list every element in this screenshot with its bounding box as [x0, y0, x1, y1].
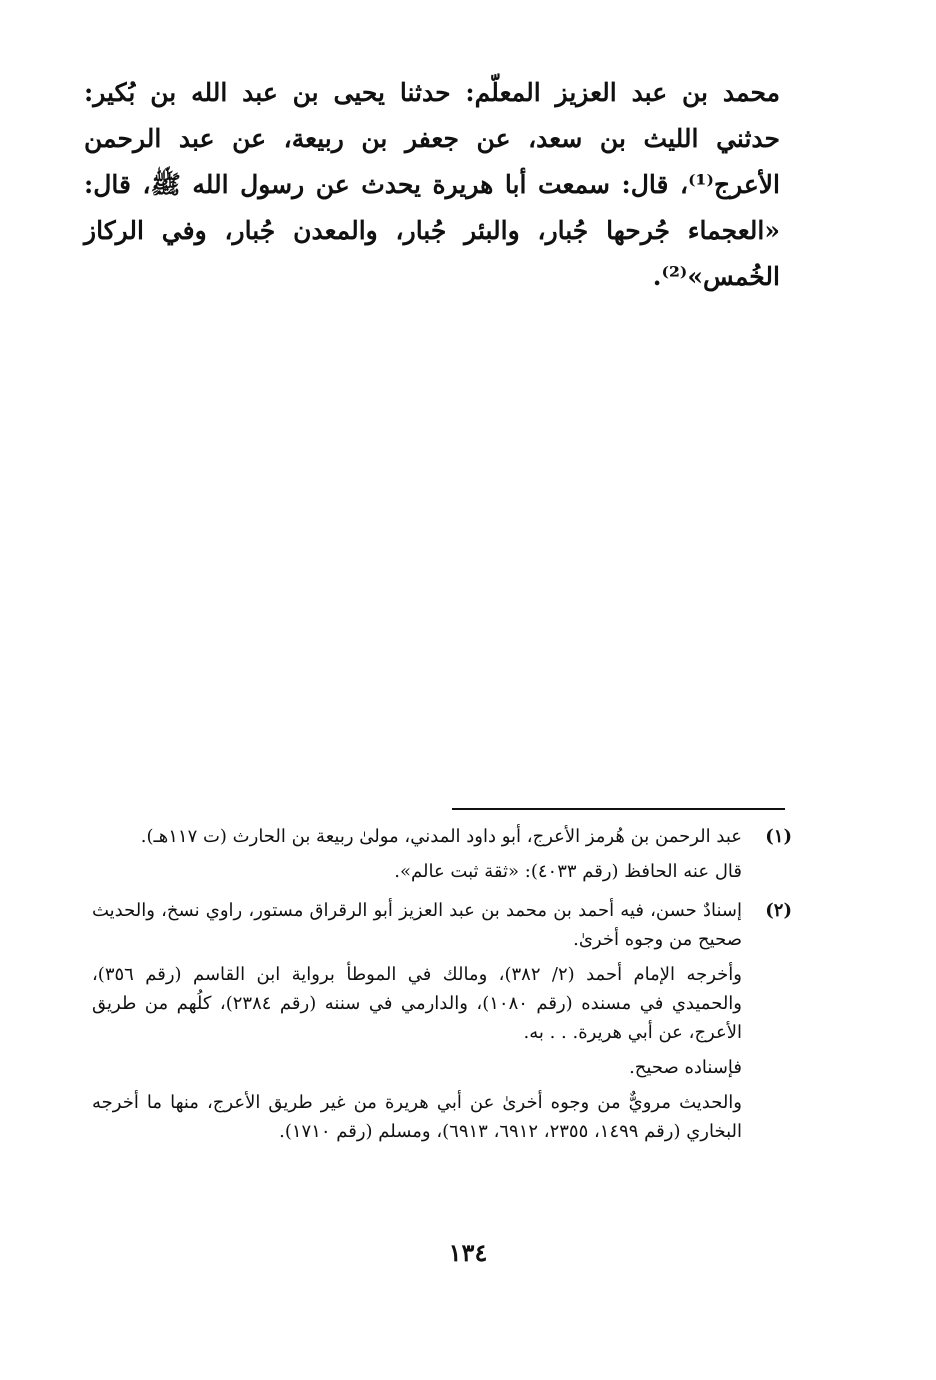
footnote-paragraph: إسنادٌ حسن، فيه أحمد بن محمد بن عبد العزيز أبو الرقراق مستور، راوي نسخ، والحديث صحيح من وجوه أخرىٰ. — [92, 900, 742, 950]
footnote-paragraph: عبد الرحمن بن هُرمز الأعرج، أبو داود المدني، مولىٰ ربيعة بن الحارث (ت ١١٧هـ). — [140, 826, 742, 847]
footnote-separator — [452, 808, 785, 810]
footnote-paragraph: قال عنه الحافظ (رقم ٤٠٣٣): «ثقة ثبت عالم». — [394, 861, 742, 882]
footnote-number: (١) — [765, 826, 792, 847]
footnote-2 — [92, 896, 792, 1152]
footnote-number: (٢) — [765, 900, 792, 921]
footnote-paragraph: وأخرجه الإمام أحمد (٢/ ٣٨٢)، ومالك في الموطأ برواية ابن القاسم (رقم ٣٥٦)، والحميدي في مسنده (رقم ١٠٨٠)، والدارمي في سننه (رقم ٢٣٨٤)، كلُهم من طريق الأعرج، عن أبي هريرة. . . به. — [92, 964, 742, 1043]
footnote-body — [92, 896, 742, 1152]
footnote-paragraph: فإسناده صحيح. — [629, 1057, 742, 1078]
main-paragraph: محمد بن عبد العزيز المعلّم: حدثنا يحيى بن عبد الله بن بُكير: حدثني الليث بن سعد، عن جعفر بن ربيعة، عن عبد الرحمن الأعرج⁽¹⁾، قال: سمعت أبا هريرة يحدث عن رسول الله ﷺ، قال: «العجماء جُرحها جُبار، والبئر جُبار، والمعدن جُبار، وفي الركاز الخُمس»⁽²⁾. — [84, 78, 780, 291]
page-number: ١٣٤ — [448, 1238, 488, 1267]
main-text — [84, 70, 780, 300]
footnote-paragraph: والحديث مرويٌّ من وجوه أخرىٰ عن أبي هريرة من غير طريق الأعرج، منها ما أخرجه البخاري (رقم ١٤٩٩، ٢٣٥٥، ٦٩١٢، ٦٩١٣)، ومسلم (رقم ١٧١٠). — [92, 1092, 742, 1142]
footnote-1 — [92, 822, 792, 892]
footnote-body — [92, 822, 742, 892]
footnotes — [92, 822, 792, 1152]
